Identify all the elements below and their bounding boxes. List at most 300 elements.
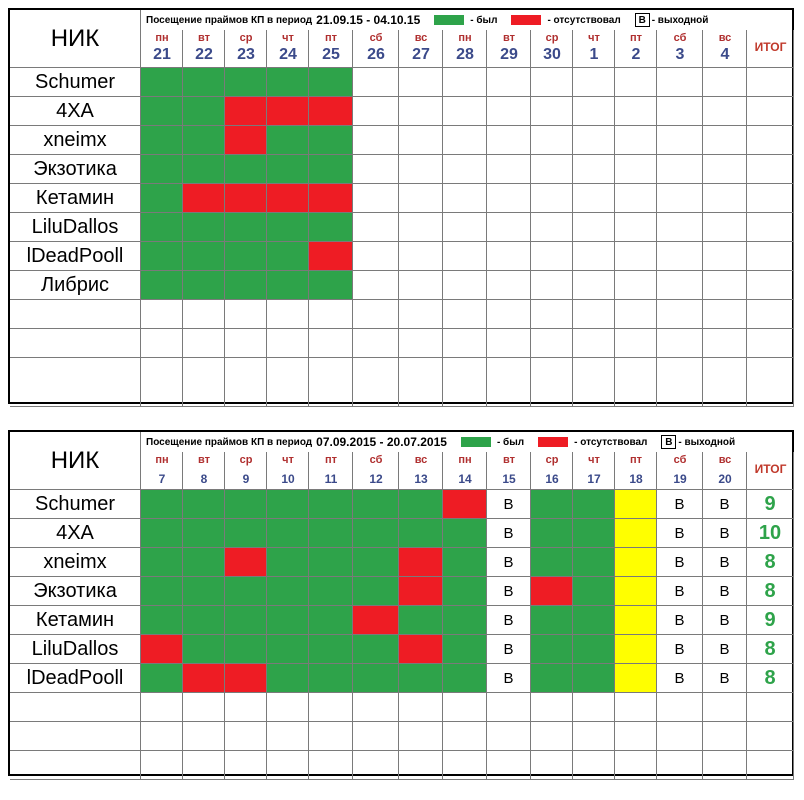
attendance-cell bbox=[487, 664, 531, 693]
attendance-cell bbox=[573, 664, 615, 693]
day-name: пт bbox=[324, 454, 338, 466]
attendance-cell bbox=[267, 693, 309, 722]
weekend-mark: В bbox=[719, 582, 730, 600]
attendance-cell bbox=[183, 490, 225, 519]
attendance-cell bbox=[615, 155, 657, 184]
nick-cell: LiluDallos bbox=[10, 635, 141, 664]
attendance-cell bbox=[225, 519, 267, 548]
day-name: сб bbox=[673, 454, 687, 466]
attendance-cell bbox=[399, 722, 443, 751]
day-name: вс bbox=[414, 32, 428, 44]
attendance-cell bbox=[703, 693, 747, 722]
attendance-cell bbox=[399, 358, 443, 407]
attendance-cell bbox=[615, 329, 657, 358]
attendance-cell bbox=[141, 577, 183, 606]
nick-cell bbox=[10, 300, 141, 329]
day-name: сб bbox=[369, 454, 383, 466]
attendance-cell bbox=[657, 213, 703, 242]
attendance-cell bbox=[443, 271, 487, 300]
attendance-cell bbox=[141, 242, 183, 271]
total-cell bbox=[747, 126, 794, 155]
attendance-cell bbox=[267, 490, 309, 519]
nick-cell: 4XA bbox=[10, 519, 141, 548]
weekend-mark: В bbox=[503, 640, 514, 658]
nick-cell bbox=[10, 693, 141, 722]
attendance-cell bbox=[487, 635, 531, 664]
attendance-cell bbox=[703, 519, 747, 548]
attendance-cell bbox=[141, 300, 183, 329]
total-cell: 9 bbox=[747, 490, 794, 519]
attendance-cell bbox=[183, 155, 225, 184]
day-name: вс bbox=[414, 454, 428, 466]
attendance-cell bbox=[399, 664, 443, 693]
attendance-cell bbox=[225, 358, 267, 407]
weekend-mark: В bbox=[674, 669, 685, 687]
attendance-cell bbox=[657, 548, 703, 577]
attendance-cell bbox=[141, 722, 183, 751]
attendance-cell bbox=[615, 68, 657, 97]
total-cell bbox=[747, 97, 794, 126]
attendance-cell bbox=[399, 242, 443, 271]
attendance-cell bbox=[573, 519, 615, 548]
nick-cell bbox=[10, 358, 141, 407]
attendance-cell bbox=[309, 606, 353, 635]
total-cell bbox=[747, 300, 794, 329]
attendance-cell bbox=[443, 329, 487, 358]
day-number: 15 bbox=[502, 472, 516, 486]
attendance-cell bbox=[443, 548, 487, 577]
attendance-cell bbox=[531, 664, 573, 693]
nick-cell: Schumer bbox=[10, 490, 141, 519]
attendance-cell bbox=[487, 155, 531, 184]
attendance-cell bbox=[225, 577, 267, 606]
attendance-cell bbox=[657, 490, 703, 519]
attendance-cell bbox=[353, 271, 399, 300]
title-bar bbox=[146, 434, 735, 450]
weekend-mark: В bbox=[674, 640, 685, 658]
total-cell bbox=[747, 693, 794, 722]
attendance-cell bbox=[487, 184, 531, 213]
attendance-cell bbox=[443, 751, 487, 780]
day-number: 19 bbox=[673, 472, 687, 486]
attendance-cell bbox=[531, 635, 573, 664]
nick-cell: Кетамин bbox=[10, 606, 141, 635]
weekend-mark: В bbox=[503, 524, 514, 542]
attendance-cell bbox=[703, 184, 747, 213]
nick-header: НИК bbox=[10, 10, 141, 68]
attendance-cell bbox=[531, 490, 573, 519]
attendance-cell bbox=[309, 213, 353, 242]
attendance-cell bbox=[703, 329, 747, 358]
attendance-cell bbox=[141, 751, 183, 780]
attendance-cell bbox=[443, 242, 487, 271]
total-cell bbox=[747, 242, 794, 271]
attendance-cell bbox=[309, 97, 353, 126]
legend-absent-label: - отсутствовал bbox=[547, 14, 621, 26]
attendance-cell bbox=[399, 751, 443, 780]
attendance-cell bbox=[267, 155, 309, 184]
attendance-cell bbox=[267, 68, 309, 97]
attendance-cell bbox=[399, 68, 443, 97]
attendance-cell bbox=[267, 184, 309, 213]
attendance-cell bbox=[573, 242, 615, 271]
attendance-cell bbox=[615, 606, 657, 635]
attendance-cell bbox=[309, 358, 353, 407]
attendance-cell bbox=[657, 68, 703, 97]
attendance-cell bbox=[225, 213, 267, 242]
day-number: 2 bbox=[631, 46, 641, 63]
attendance-cell bbox=[657, 519, 703, 548]
attendance-cell bbox=[443, 155, 487, 184]
total-cell: 10 bbox=[747, 519, 794, 548]
legend-absent bbox=[511, 15, 620, 26]
attendance-cell bbox=[703, 358, 747, 407]
day-name: пн bbox=[155, 454, 169, 466]
attendance-cell bbox=[487, 358, 531, 407]
attendance-cell bbox=[183, 519, 225, 548]
title-period: 21.09.15 - 04.10.15 bbox=[316, 13, 421, 27]
attendance-cell bbox=[615, 97, 657, 126]
attendance-cell bbox=[487, 97, 531, 126]
nick-cell: lDeadPooll bbox=[10, 242, 141, 271]
attendance-cell bbox=[615, 242, 657, 271]
attendance-cell bbox=[399, 490, 443, 519]
attendance-cell bbox=[267, 577, 309, 606]
attendance-cell bbox=[267, 635, 309, 664]
itog-label: ИТОГ bbox=[754, 40, 787, 54]
attendance-cell bbox=[267, 606, 309, 635]
attendance-cell bbox=[309, 664, 353, 693]
weekend-mark: В bbox=[719, 495, 730, 513]
attendance-cell bbox=[487, 242, 531, 271]
attendance-cell bbox=[531, 577, 573, 606]
attendance-cell bbox=[615, 548, 657, 577]
attendance-cell bbox=[309, 519, 353, 548]
attendance-cell bbox=[443, 693, 487, 722]
attendance-cell bbox=[353, 68, 399, 97]
attendance-cell bbox=[353, 722, 399, 751]
attendance-cell bbox=[443, 126, 487, 155]
weekend-mark: В bbox=[719, 553, 730, 571]
attendance-cell bbox=[225, 271, 267, 300]
attendance-cell bbox=[573, 271, 615, 300]
attendance-cell bbox=[657, 300, 703, 329]
attendance-cell bbox=[573, 693, 615, 722]
attendance-cell bbox=[399, 577, 443, 606]
day-number: 20 bbox=[718, 472, 732, 486]
attendance-cell bbox=[573, 490, 615, 519]
attendance-cell bbox=[531, 271, 573, 300]
attendance-cell bbox=[531, 358, 573, 407]
legend-absent-label: - отсутствовал bbox=[574, 436, 648, 448]
attendance-cell bbox=[267, 722, 309, 751]
attendance-cell bbox=[443, 68, 487, 97]
attendance-cell bbox=[703, 577, 747, 606]
weekend-mark: В bbox=[503, 611, 514, 629]
attendance-cell bbox=[141, 490, 183, 519]
attendance-cell bbox=[267, 271, 309, 300]
total-cell bbox=[747, 271, 794, 300]
nick-cell: Либрис bbox=[10, 271, 141, 300]
legend-weekend bbox=[661, 435, 735, 449]
attendance-cell bbox=[703, 242, 747, 271]
attendance-cell bbox=[443, 300, 487, 329]
total-cell bbox=[747, 329, 794, 358]
attendance-cell bbox=[703, 155, 747, 184]
attendance-cell bbox=[703, 722, 747, 751]
attendance-cell bbox=[487, 606, 531, 635]
attendance-cell bbox=[353, 693, 399, 722]
attendance-cell bbox=[183, 184, 225, 213]
attendance-cell bbox=[141, 155, 183, 184]
day-name: сб bbox=[673, 32, 687, 44]
attendance-cell bbox=[267, 126, 309, 155]
legend-weekend-label: - выходной bbox=[678, 436, 736, 448]
attendance-cell bbox=[309, 577, 353, 606]
day-number: 28 bbox=[456, 46, 474, 63]
attendance-cell bbox=[573, 751, 615, 780]
nick-cell: 4XA bbox=[10, 97, 141, 126]
attendance-cell bbox=[531, 519, 573, 548]
attendance-cell bbox=[309, 68, 353, 97]
attendance-cell bbox=[657, 242, 703, 271]
attendance-cell bbox=[487, 751, 531, 780]
attendance-cell bbox=[267, 300, 309, 329]
attendance-cell bbox=[531, 68, 573, 97]
attendance-cell bbox=[267, 358, 309, 407]
attendance-cell bbox=[615, 519, 657, 548]
weekend-mark: В bbox=[503, 495, 514, 513]
attendance-cell bbox=[141, 126, 183, 155]
day-number: 10 bbox=[281, 472, 295, 486]
total-cell bbox=[747, 751, 794, 780]
attendance-cell bbox=[225, 693, 267, 722]
attendance-cell bbox=[573, 606, 615, 635]
day-number: 23 bbox=[237, 46, 255, 63]
nick-cell: LiluDallos bbox=[10, 213, 141, 242]
attendance-cell bbox=[141, 184, 183, 213]
attendance-cell bbox=[573, 577, 615, 606]
attendance-cell bbox=[225, 751, 267, 780]
attendance-cell bbox=[183, 329, 225, 358]
attendance-cell bbox=[443, 490, 487, 519]
attendance-cell bbox=[353, 155, 399, 184]
attendance-cell bbox=[353, 635, 399, 664]
attendance-cell bbox=[573, 358, 615, 407]
nick-cell: Кетамин bbox=[10, 184, 141, 213]
attendance-cell bbox=[309, 722, 353, 751]
attendance-cell bbox=[309, 242, 353, 271]
day-name: пн bbox=[458, 454, 472, 466]
day-number: 29 bbox=[500, 46, 518, 63]
attendance-cell bbox=[531, 242, 573, 271]
day-number: 4 bbox=[720, 46, 730, 63]
legend-weekend-label: - выходной bbox=[651, 14, 709, 26]
attendance-cell bbox=[443, 97, 487, 126]
weekend-mark: В bbox=[503, 582, 514, 600]
attendance-cell bbox=[267, 664, 309, 693]
day-number: 9 bbox=[242, 472, 250, 486]
attendance-cell bbox=[309, 635, 353, 664]
attendance-cell bbox=[443, 519, 487, 548]
day-name: вс bbox=[718, 454, 732, 466]
attendance-cell bbox=[353, 664, 399, 693]
attendance-cell bbox=[225, 635, 267, 664]
attendance-cell bbox=[487, 519, 531, 548]
attendance-cell bbox=[443, 577, 487, 606]
attendance-cell bbox=[657, 155, 703, 184]
day-name: пн bbox=[155, 32, 169, 44]
attendance-cell bbox=[353, 329, 399, 358]
attendance-cell bbox=[703, 606, 747, 635]
attendance-cell bbox=[141, 519, 183, 548]
attendance-cell bbox=[487, 68, 531, 97]
attendance-cell bbox=[353, 490, 399, 519]
attendance-cell bbox=[703, 126, 747, 155]
weekend-mark: В bbox=[503, 669, 514, 687]
day-number: 12 bbox=[369, 472, 383, 486]
attendance-cell bbox=[267, 97, 309, 126]
day-number: 26 bbox=[367, 46, 385, 63]
attendance-cell bbox=[353, 577, 399, 606]
day-name: чт bbox=[282, 454, 294, 466]
attendance-cell bbox=[183, 68, 225, 97]
legend-absent-swatch bbox=[511, 15, 541, 25]
attendance-cell bbox=[487, 126, 531, 155]
attendance-cell bbox=[657, 329, 703, 358]
day-name: вс bbox=[718, 32, 732, 44]
attendance-cell bbox=[183, 664, 225, 693]
day-name: ср bbox=[239, 454, 253, 466]
day-name: чт bbox=[588, 454, 600, 466]
attendance-cell bbox=[531, 213, 573, 242]
day-number: 18 bbox=[629, 472, 643, 486]
attendance-cell bbox=[531, 184, 573, 213]
attendance-cell bbox=[399, 329, 443, 358]
day-name: вт bbox=[197, 32, 210, 44]
attendance-cell bbox=[353, 126, 399, 155]
weekend-mark: В bbox=[674, 611, 685, 629]
weekend-mark: В bbox=[719, 611, 730, 629]
attendance-cell bbox=[141, 693, 183, 722]
attendance-cell bbox=[225, 97, 267, 126]
attendance-cell bbox=[573, 300, 615, 329]
attendance-cell bbox=[531, 693, 573, 722]
attendance-cell bbox=[141, 329, 183, 358]
nick-cell: Schumer bbox=[10, 68, 141, 97]
total-cell bbox=[747, 722, 794, 751]
attendance-cell bbox=[353, 606, 399, 635]
attendance-cell bbox=[657, 693, 703, 722]
day-number: 21 bbox=[153, 46, 171, 63]
attendance-cell bbox=[353, 358, 399, 407]
attendance-cell bbox=[353, 548, 399, 577]
day-name: пт bbox=[629, 454, 643, 466]
attendance-cell bbox=[399, 693, 443, 722]
attendance-cell bbox=[573, 722, 615, 751]
legend-present bbox=[461, 437, 524, 448]
day-number: 14 bbox=[458, 472, 472, 486]
attendance-cell bbox=[615, 693, 657, 722]
attendance-cell bbox=[657, 635, 703, 664]
attendance-cell bbox=[531, 300, 573, 329]
attendance-cell bbox=[183, 722, 225, 751]
day-number: 17 bbox=[587, 472, 601, 486]
day-number: 22 bbox=[195, 46, 213, 63]
legend-present-swatch bbox=[434, 15, 464, 25]
attendance-cell bbox=[615, 751, 657, 780]
attendance-cell bbox=[183, 242, 225, 271]
attendance-cell bbox=[657, 97, 703, 126]
weekend-mark: В bbox=[674, 495, 685, 513]
attendance-cell bbox=[487, 490, 531, 519]
attendance-cell bbox=[141, 97, 183, 126]
attendance-cell bbox=[225, 155, 267, 184]
day-number: 11 bbox=[324, 472, 338, 486]
attendance-cell bbox=[573, 548, 615, 577]
attendance-cell bbox=[615, 664, 657, 693]
attendance-cell bbox=[573, 68, 615, 97]
attendance-cell bbox=[141, 664, 183, 693]
attendance-cell bbox=[657, 664, 703, 693]
day-name: ср bbox=[239, 32, 253, 44]
title-prefix: Посещение праймов КП в период bbox=[146, 14, 313, 26]
attendance-cell bbox=[487, 213, 531, 242]
attendance-cell bbox=[353, 300, 399, 329]
legend-present bbox=[434, 15, 497, 26]
attendance-cell bbox=[225, 68, 267, 97]
nick-header: НИК bbox=[10, 432, 141, 490]
attendance-cell bbox=[353, 242, 399, 271]
attendance-cell bbox=[309, 693, 353, 722]
attendance-cell bbox=[183, 751, 225, 780]
attendance-cell bbox=[399, 126, 443, 155]
attendance-cell bbox=[443, 606, 487, 635]
attendance-cell bbox=[487, 548, 531, 577]
attendance-cell bbox=[443, 184, 487, 213]
attendance-cell bbox=[703, 271, 747, 300]
attendance-cell bbox=[573, 213, 615, 242]
attendance-cell bbox=[615, 271, 657, 300]
day-number: 1 bbox=[589, 46, 599, 63]
attendance-cell bbox=[487, 577, 531, 606]
attendance-cell bbox=[703, 548, 747, 577]
attendance-cell bbox=[703, 97, 747, 126]
legend-weekend-mark: В bbox=[661, 435, 676, 449]
attendance-cell bbox=[267, 751, 309, 780]
attendance-cell bbox=[267, 242, 309, 271]
attendance-cell bbox=[573, 184, 615, 213]
attendance-cell bbox=[225, 606, 267, 635]
attendance-cell bbox=[657, 606, 703, 635]
nick-cell: Экзотика bbox=[10, 155, 141, 184]
attendance-cell bbox=[573, 635, 615, 664]
attendance-cell bbox=[399, 635, 443, 664]
attendance-cell bbox=[615, 490, 657, 519]
attendance-cell bbox=[267, 548, 309, 577]
attendance-cell bbox=[183, 358, 225, 407]
attendance-cell bbox=[399, 300, 443, 329]
attendance-cell bbox=[487, 329, 531, 358]
day-name: ср bbox=[545, 32, 559, 44]
total-cell bbox=[747, 213, 794, 242]
legend-weekend-mark: В bbox=[635, 13, 650, 27]
nick-cell bbox=[10, 722, 141, 751]
total-cell bbox=[747, 155, 794, 184]
attendance-cell bbox=[443, 358, 487, 407]
nick-cell bbox=[10, 751, 141, 780]
attendance-cell bbox=[443, 213, 487, 242]
